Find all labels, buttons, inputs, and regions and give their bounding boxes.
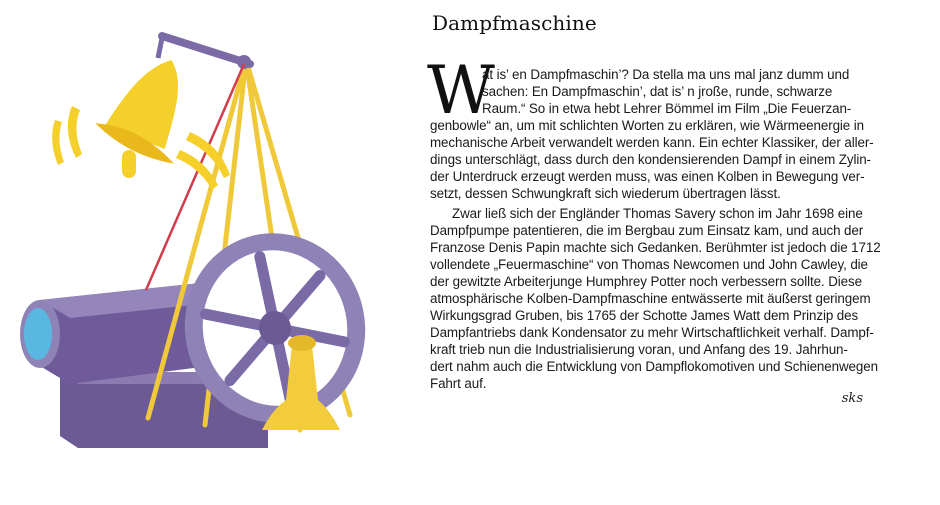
body-line: sachen: En Dampfmaschin’, dat is’ n jroße, runde, schwarze — [482, 84, 833, 99]
body-line: kraft trieb nun die Industrialisierung voran, und Anfang des 19. Jahrhun- — [430, 342, 848, 357]
body-line: Franzose Denis Papin machte sich Gedanken. Berühmter ist jedoch die 1712 — [430, 240, 881, 255]
cylinder-lens — [24, 308, 52, 360]
body-line: dings unterschlägt, dass durch den kondensierenden Dampf in einem Zylin- — [430, 152, 871, 167]
body-line: setzt, dessen Schwungkraft sich wiederum übertragen lässt. — [430, 186, 781, 201]
lever-beam — [162, 36, 250, 64]
body-line: atmosphärische Kolben-Dampfmaschine entwässerte mit äußerst geringem — [430, 291, 871, 306]
steam-engine-icon — [0, 0, 420, 500]
body-line: der Unterdruck erzeugt werden muss, was einen Kolben in Bewegung ver- — [430, 169, 865, 184]
body-line: Wirkungsgrad Gruben, bis 1765 der Schotte James Watt dem Prinzip des — [430, 308, 859, 323]
body-line: Zwar ließ sich der Engländer Thomas Savery schon im Jahr 1698 eine — [452, 206, 863, 221]
article — [427, 0, 881, 500]
body-line: dert nahm auch die Entwicklung von Dampflokomotiven und Schienenwegen — [430, 359, 878, 374]
body-line: Raum.“ So in etwa hebt Lehrer Bömmel im Film „Die Feuerzan- — [482, 101, 852, 116]
author-signature: sks — [841, 391, 863, 406]
body-line: Dampfantriebs dank Kondensator zu mehr Wirtschaftlichkeit verhalf. Dampf- — [430, 325, 874, 340]
body-line: der gewitzte Arbeiterjunge Humphrey Potter noch verbessern sollte. Diese — [430, 274, 862, 289]
steam-engine-illustration — [0, 0, 420, 500]
body-line: at is’ en Dampfmaschin’? Da stella ma uns mal janz dumm und — [482, 67, 850, 82]
body-line: mechanische Arbeit verwandelt werden kann. Ein echter Klassiker, der aller- — [430, 135, 874, 150]
article-title: Dampfmaschine — [432, 11, 597, 35]
body-line: vollendete „Feuermaschine“ von Thomas Newcomen und John Cawley, die — [430, 257, 868, 272]
drop-cap: W — [427, 52, 495, 129]
body-line: Dampfpumpe patentieren, die im Bergbau zum Einsatz kam, und auch der — [430, 223, 864, 238]
body-line: Fahrt auf. — [430, 376, 487, 391]
body-line: genbowle“ an, um mit schlichten Worten zu erklären, wie Wärmeenergie in — [430, 118, 864, 133]
